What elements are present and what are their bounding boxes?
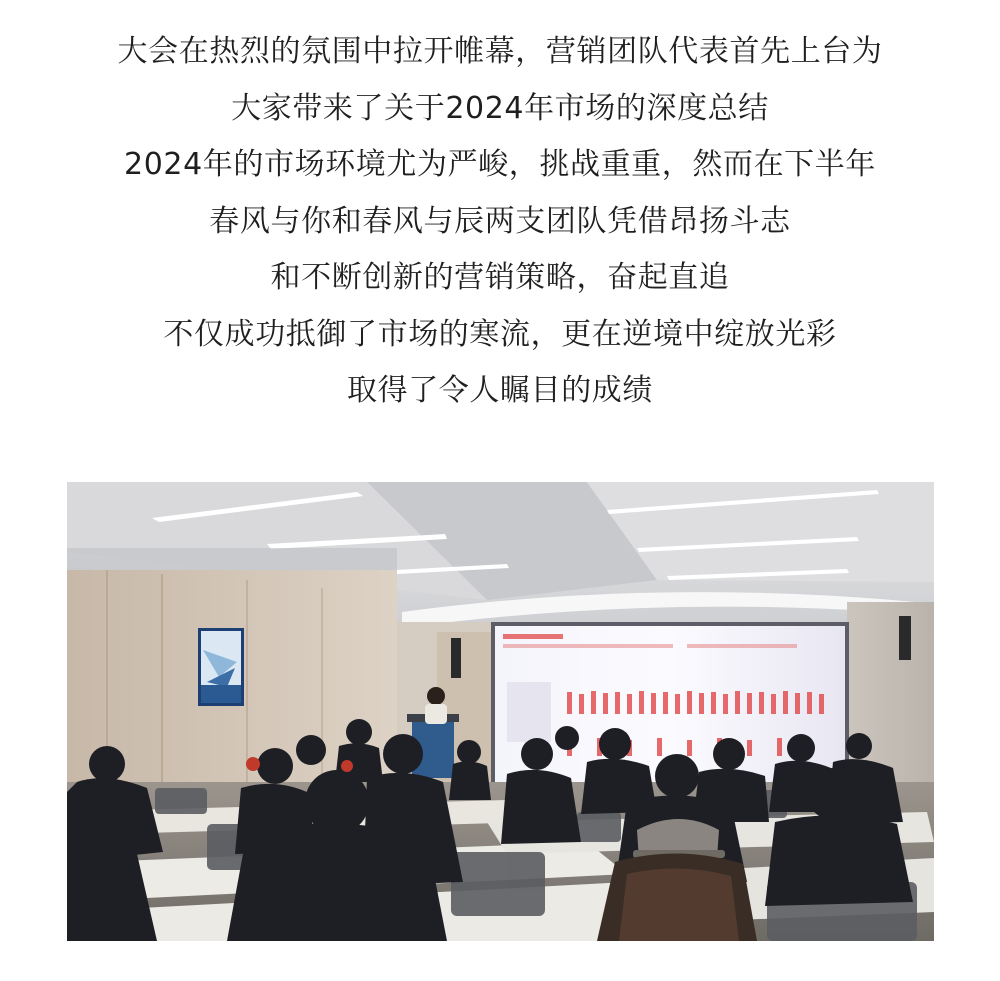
article-line-1: 大会在热烈的氛围中拉开帷幕，营销团队代表首先上台为 — [117, 34, 883, 69]
conference-photo — [67, 482, 934, 941]
article-line-4: 春风与你和春风与辰两支团队凭借昂扬斗志 — [209, 203, 791, 239]
article-text — [0, 24, 1000, 420]
article-line-2: 大家带来了关于2024年市场的深度总结 — [231, 90, 769, 126]
article-line-6: 不仅成功抵御了市场的寒流，更在逆境中绽放光彩 — [163, 316, 837, 352]
article-line-5: 和不断创新的营销策略，奋起直追 — [270, 260, 730, 295]
article-line-3: 2024年的市场环境尤为严峻，挑战重重，然而在下半年 — [124, 147, 876, 182]
article-line-7: 取得了令人瞩目的成绩 — [347, 373, 653, 408]
